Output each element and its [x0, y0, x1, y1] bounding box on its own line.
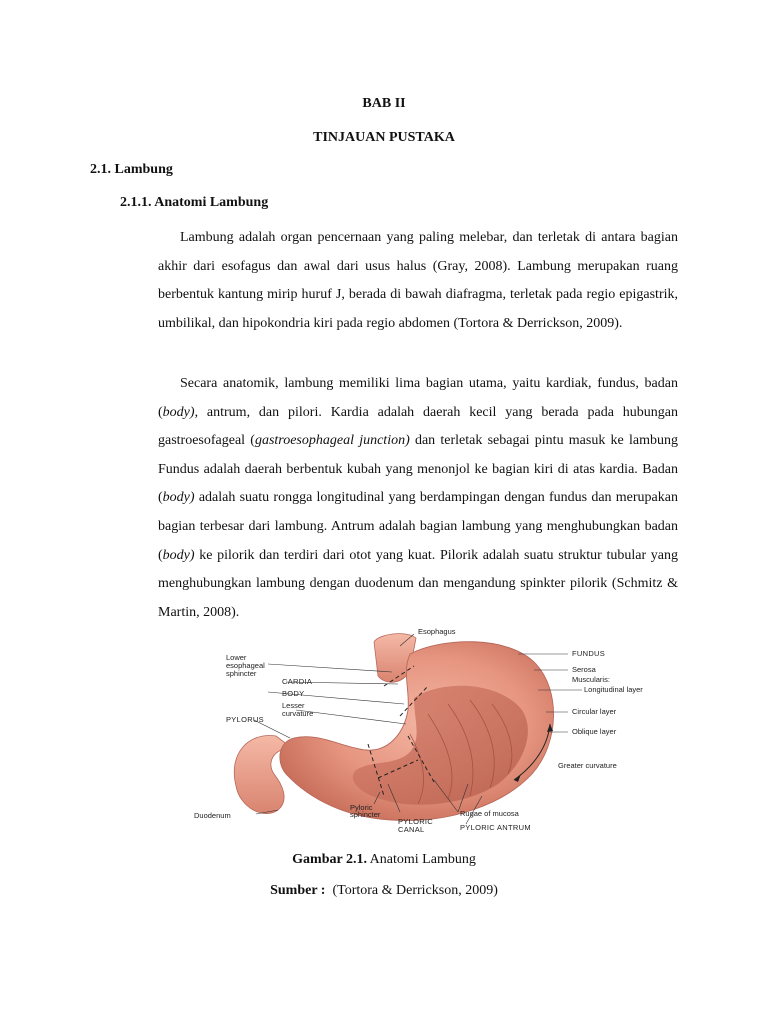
chapter-number: BAB II	[362, 96, 406, 111]
paragraph-2-part: adalah suatu rongga longitudinal yang berdampingan dengan fundus dan merupakan bagian terbesar dari lambung. Antrum adalah bagian lambung yang menghubungkan badan (	[158, 490, 678, 563]
label-lesser-curvature-1: Lesser	[282, 701, 305, 710]
label-pyloric-antrum: PYLORIC ANTRUM	[460, 823, 531, 832]
paragraph-1	[158, 224, 678, 338]
label-pyloric-sphincter-2: sphincter	[350, 810, 381, 819]
label-cardia: CARDIA	[282, 677, 313, 686]
label-oblique-layer: Oblique layer	[572, 727, 617, 736]
paragraph-2	[158, 370, 678, 627]
paragraph-2-italic: gastroesophageal junction)	[254, 433, 410, 449]
label-longitudinal-layer: Longitudinal layer	[584, 685, 643, 694]
paragraph-1-text: Lambung adalah organ pencernaan yang paling melebar, dan terletak di antara bagian akhir dari esofagus dan awal dari usus halus (Gray, 2008). Lambung merupakan ruang berbentuk kantung mirip huruf J, berada di bawah diafragma, terletak pada regio epigastrik, umbilikal, dan hipokondria kiri pada regio abdomen (Tortora & Derrickson, 2009).	[158, 230, 678, 331]
label-rugae: Rugae of mucosa	[460, 809, 519, 818]
label-pyloric-sphincter-1: Pyloric	[350, 803, 373, 812]
chapter-title: TINJAUAN PUSTAKA	[313, 130, 455, 145]
source-label: Sumber :	[270, 883, 326, 898]
paragraph-2-italic: body)	[162, 404, 195, 420]
label-pylorus: PYLORUS	[226, 715, 264, 724]
label-pyloric-canal-2: CANAL	[398, 825, 425, 834]
caption-label: Gambar 2.1.	[292, 852, 367, 867]
section-heading: 2.1. Lambung	[90, 162, 173, 177]
paragraph-2-part: dan terletak sebagai pintu masuk ke lambung Fundus adalah daerah berbentuk kubah yang menonjol ke bagian kiri di atas kardia. Badan (	[158, 433, 678, 506]
label-greater-curvature: Greater curvature	[558, 761, 617, 770]
label-lower-esophageal-3: sphincter	[226, 669, 257, 678]
label-serosa: Serosa	[572, 665, 596, 674]
label-duodenum: Duodenum	[194, 811, 231, 820]
label-lesser-curvature-2: curvature	[282, 709, 314, 718]
caption-text: Anatomi Lambung	[366, 852, 476, 867]
label-pyloric-canal-1: PYLORIC	[398, 817, 434, 826]
label-lower-esophageal-2: esophageal	[226, 661, 265, 670]
label-fundus: FUNDUS	[572, 649, 606, 658]
label-circular-layer: Circular layer	[572, 707, 617, 716]
paragraph-2-italic: body)	[162, 547, 195, 563]
stomach-anatomy-figure	[178, 624, 660, 838]
label-esophagus: Esophagus	[418, 627, 456, 636]
paragraph-2-part: ke pilorik dan terdiri dari otot yang kuat. Pilorik adalah suatu struktur tubular yang menghubungkan lambung dengan duodenum dan mengandung spinkter pilorik (Schmitz & Martin, 2008).	[158, 547, 678, 620]
figure-source	[0, 883, 768, 899]
label-body: BODY	[282, 689, 305, 698]
label-muscularis: Muscularis:	[572, 675, 610, 684]
source-text: (Tortora & Derrickson, 2009)	[325, 883, 498, 898]
paragraph-2-part: , antrum, dan pilori. Kardia adalah daerah kecil yang berada pada hubungan gastroesofageal (	[158, 404, 678, 449]
paragraph-2-italic: body)	[162, 490, 195, 506]
figure-caption	[0, 852, 768, 868]
paragraph-2-part: Secara anatomik, lambung memiliki lima bagian utama, yaitu kardiak, fundus, badan (	[158, 376, 678, 420]
subsection-heading: 2.1.1. Anatomi Lambung	[120, 195, 269, 210]
label-lower-esophageal-1: Lower	[226, 653, 247, 662]
